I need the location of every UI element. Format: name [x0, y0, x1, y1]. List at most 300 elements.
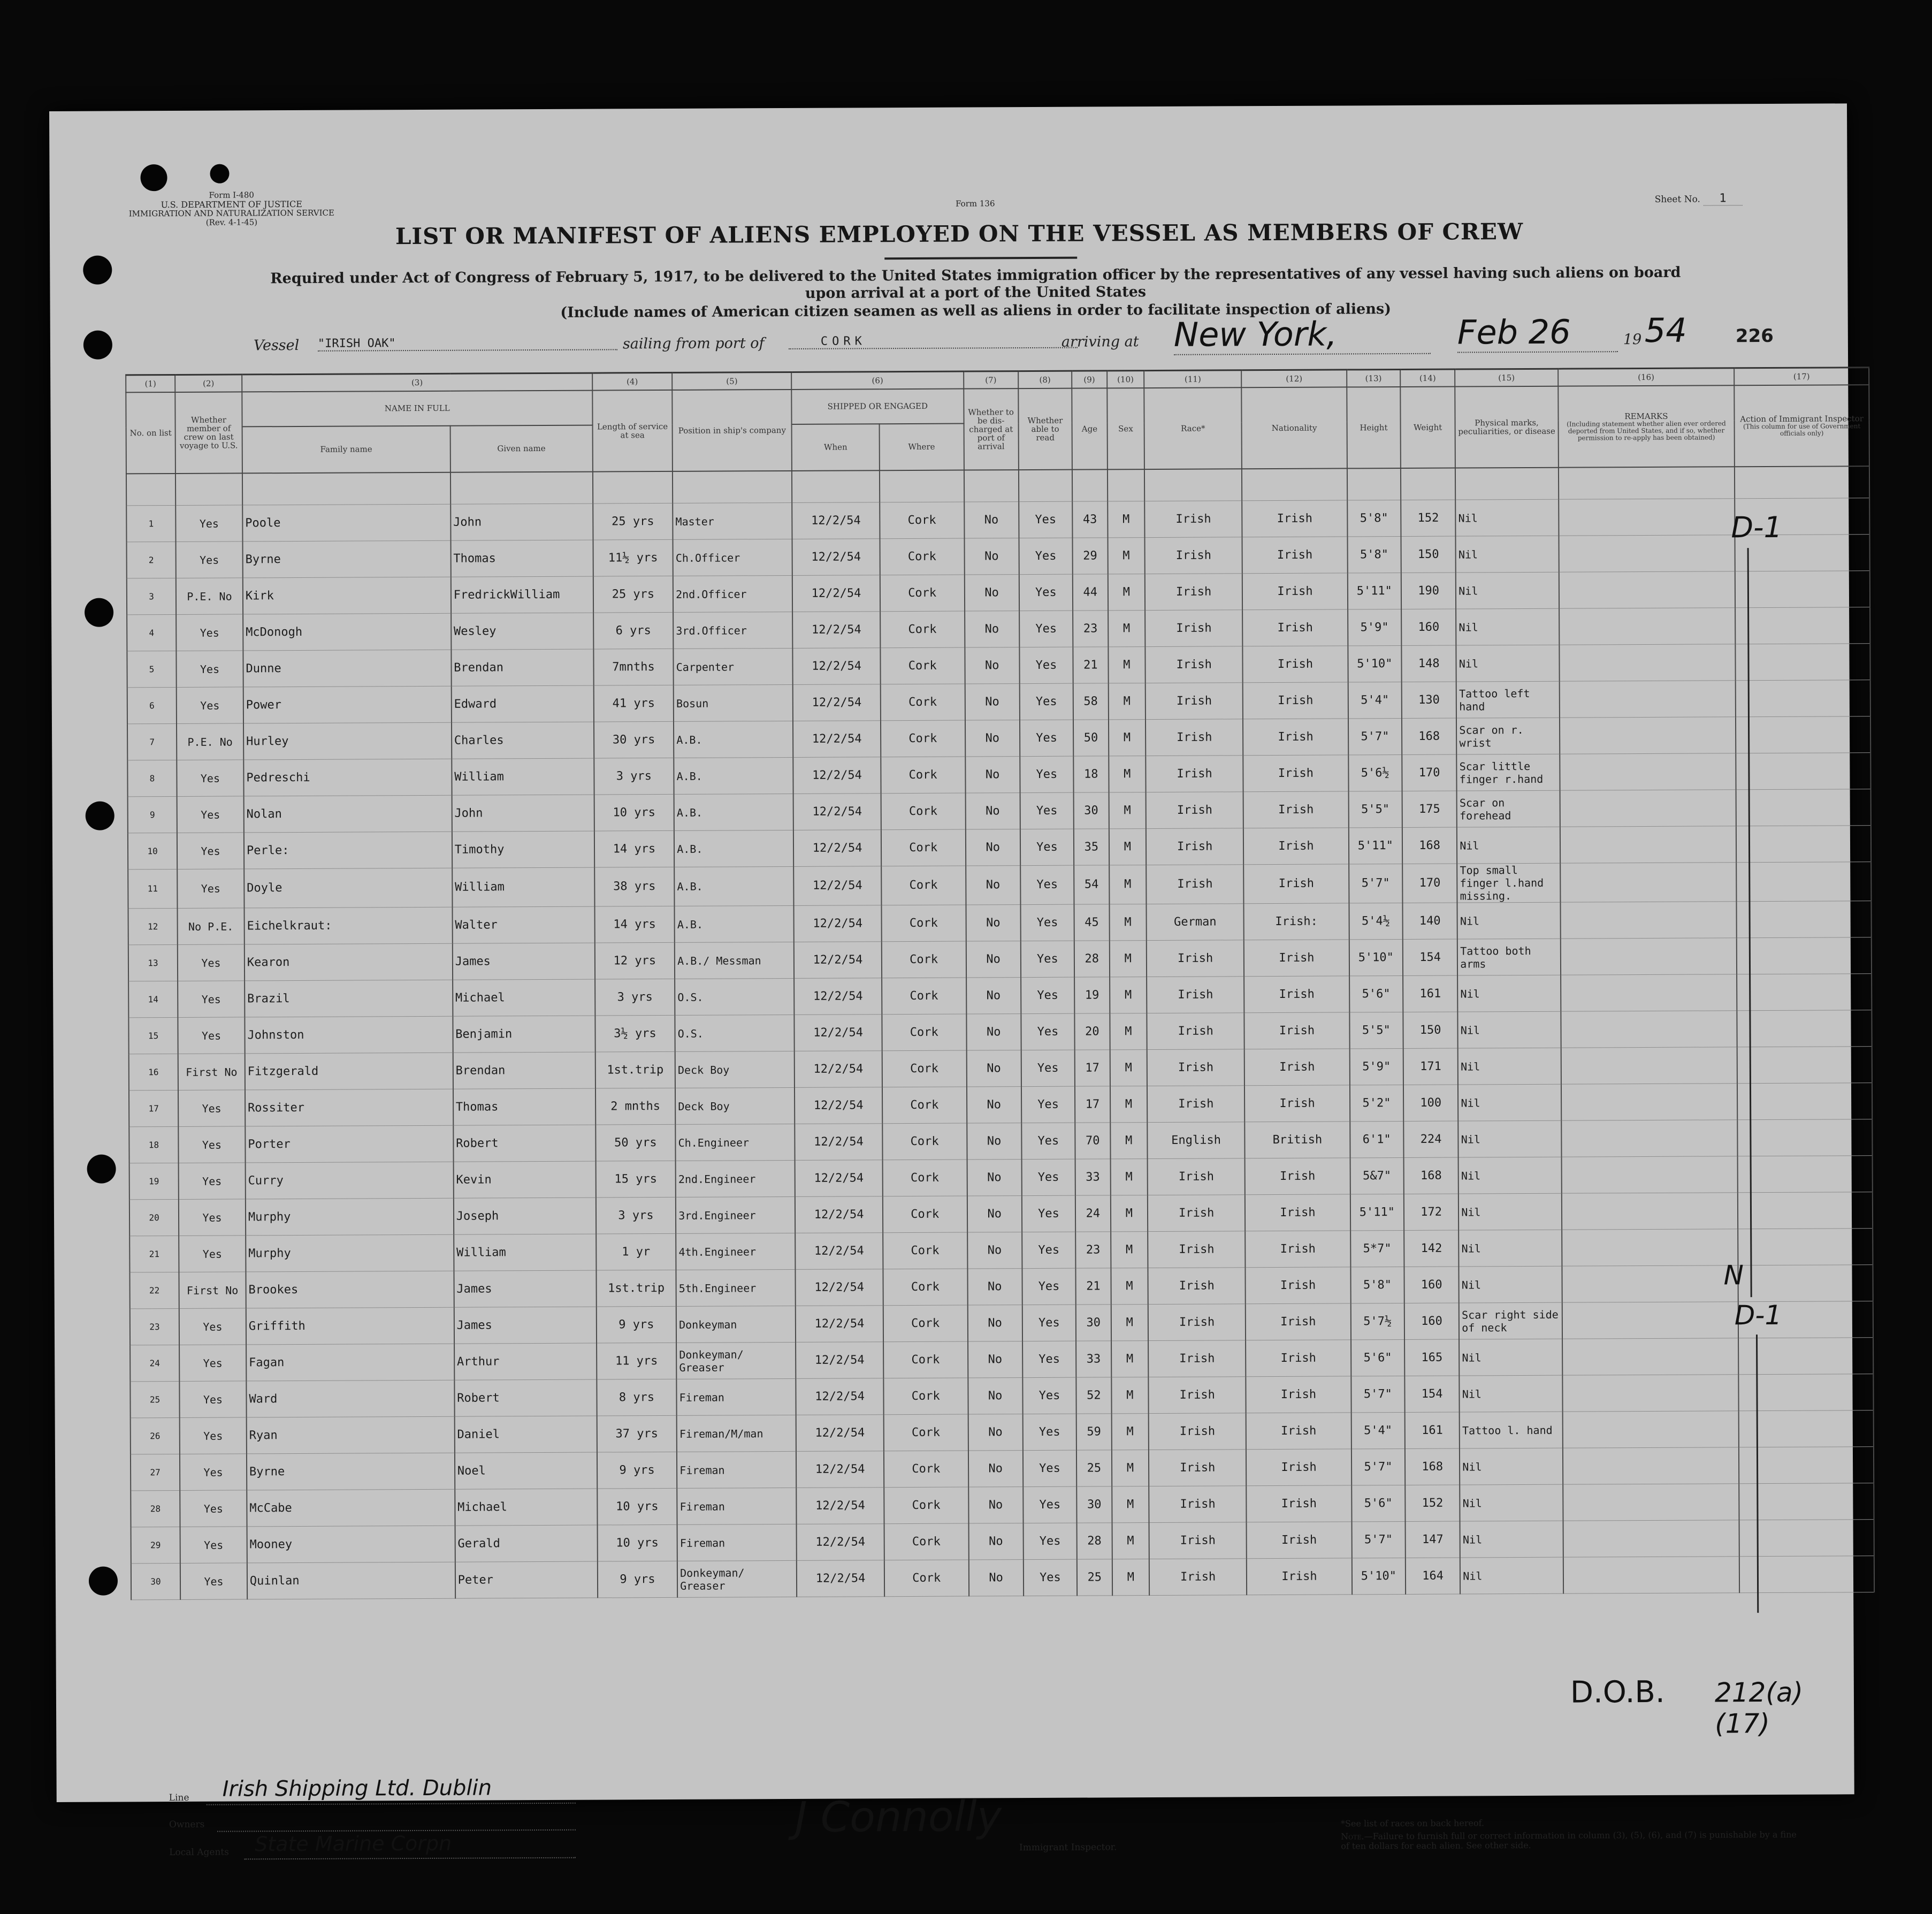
cell-service: 3 yrs — [595, 979, 675, 1016]
cell-remarks — [1561, 1156, 1738, 1193]
header-age: Age — [1072, 388, 1107, 469]
cell-service: 11½ yrs — [593, 539, 673, 576]
cell-member: Yes — [176, 542, 243, 578]
cell-given-name: Peter — [455, 1561, 598, 1598]
fine-note — [1341, 1830, 1801, 1851]
cell-nationality: Irish — [1243, 791, 1349, 828]
cell-member: Yes — [177, 833, 244, 870]
cell-where: Cork — [881, 905, 966, 942]
cell-age: 33 — [1075, 1159, 1111, 1195]
cell-height: 5'5" — [1348, 791, 1402, 827]
cell-when: 12/2/54 — [794, 978, 882, 1015]
note-text: —Failure to furnish full or correct information in column (3), (5), (6), and (7) is punishable by a fine of ten dollars for each alien. See other side. — [1341, 1829, 1797, 1851]
cell-no: 6 — [127, 687, 177, 723]
cell-sex: M — [1110, 1159, 1148, 1195]
cell-nationality: Irish — [1243, 646, 1348, 683]
cell-weight: 100 — [1403, 1085, 1458, 1121]
cell-where: Cork — [883, 1196, 967, 1233]
cell-sex: M — [1109, 865, 1147, 904]
col-num-17: (17) — [1734, 368, 1869, 386]
header-action — [1734, 385, 1869, 467]
cell-discharged: No — [966, 1050, 1021, 1087]
cell-sex: M — [1111, 1268, 1148, 1305]
table-row — [131, 1556, 1874, 1600]
cell-race: English — [1147, 1122, 1244, 1159]
cell-when: 12/2/54 — [793, 830, 881, 867]
year-suffix: 54 — [1644, 310, 1687, 350]
cell-physical: Nil — [1458, 1048, 1561, 1085]
cell-member: Yes — [178, 1017, 245, 1054]
header-able-read: Whether able to read — [1018, 388, 1072, 470]
cell-height: 5'7½ — [1350, 1303, 1404, 1339]
cell-nationality: Irish — [1244, 1012, 1350, 1049]
cell-no: 11 — [128, 869, 177, 908]
cell-discharged: No — [967, 1196, 1022, 1232]
cell-physical: Nil — [1458, 1157, 1562, 1194]
cell-sex: M — [1108, 611, 1146, 647]
cell-nationality: Irish — [1242, 573, 1348, 610]
cell-physical: Nil — [1458, 1193, 1562, 1230]
cell-physical: Scar little finger r.hand — [1457, 754, 1560, 791]
service: IMMIGRATION AND NATURALIZATION SERVICE — [128, 208, 334, 219]
cell-action — [1737, 901, 1872, 938]
cell-position: 2nd.Engineer — [676, 1160, 795, 1197]
punch-hole — [89, 1566, 118, 1595]
cell-action — [1736, 716, 1870, 753]
cell-action — [1738, 1156, 1873, 1193]
cell-where: Cork — [882, 1160, 967, 1196]
cell-read: Yes — [1022, 1377, 1076, 1414]
cell-nationality: Irish — [1246, 1376, 1351, 1413]
cell-race: Irish — [1149, 1522, 1247, 1559]
cell-read: Yes — [1020, 756, 1074, 792]
cell-given-name: Thomas — [450, 540, 593, 577]
cell-remarks — [1561, 1120, 1738, 1157]
cell-read: Yes — [1021, 1159, 1075, 1195]
cell-nationality: British — [1245, 1122, 1350, 1158]
cell-nationality: Irish — [1244, 976, 1349, 1013]
department: U.S. DEPARTMENT OF JUSTICE — [161, 199, 302, 210]
cell-no: 16 — [129, 1054, 178, 1090]
cell-sex: M — [1110, 1123, 1148, 1159]
agents-underline — [244, 1857, 576, 1860]
cell-race: Irish — [1145, 574, 1242, 611]
crew-rows — [126, 466, 1874, 1600]
cell-when: 12/2/54 — [793, 794, 881, 830]
cell-service: 12 yrs — [595, 942, 675, 979]
cell-position: Donkeyman/ Greaser — [677, 1560, 797, 1597]
header-nationality: Nationality — [1242, 387, 1347, 469]
cell-position: Fireman — [677, 1488, 796, 1524]
cell-service: 2 mnths — [595, 1088, 676, 1125]
cell-where: Cork — [882, 1087, 967, 1124]
cell-when: 12/2/54 — [796, 1342, 883, 1379]
cell-given-name: James — [454, 1307, 596, 1344]
cell-member: Yes — [179, 1381, 246, 1418]
cell-physical: Nil — [1458, 1011, 1561, 1048]
cell-when: 12/2/54 — [796, 1415, 884, 1452]
cell-where: Cork — [880, 647, 965, 684]
cell-race: Irish — [1148, 1304, 1246, 1341]
cell-age: 35 — [1074, 829, 1109, 865]
cell-where: Cork — [881, 829, 966, 866]
header-height: Height — [1347, 387, 1401, 468]
cell-action — [1737, 1119, 1872, 1156]
cell-position: A.B./ Messman — [675, 942, 794, 979]
cell-age: 58 — [1073, 683, 1109, 720]
code-annotation: 212(a)(17) — [1714, 1676, 1804, 1740]
cell-position: Ch.Engineer — [675, 1124, 795, 1161]
cell-physical: Nil — [1460, 1484, 1563, 1521]
cell-sex: M — [1111, 1377, 1149, 1414]
cell-when: 12/2/54 — [795, 1160, 883, 1197]
cell-sex: M — [1111, 1414, 1149, 1450]
note-label: Note. — [1341, 1831, 1364, 1842]
cell-family-name: Rossiter — [245, 1089, 453, 1126]
cell-family-name: Doyle — [244, 868, 452, 908]
cell-read: Yes — [1022, 1414, 1076, 1450]
cell-when: 12/2/54 — [793, 866, 881, 906]
cell-age: 33 — [1076, 1341, 1111, 1377]
col-num-11: (11) — [1144, 370, 1241, 388]
cell-age: 44 — [1073, 574, 1108, 611]
cell-service: 1 yr — [596, 1233, 676, 1270]
action-annotation-mid: D-1 — [1734, 1299, 1782, 1331]
cell-when: 12/2/54 — [792, 502, 880, 539]
cell-family-name: Nolan — [243, 795, 452, 833]
cell-position: Fireman — [677, 1378, 796, 1415]
cell-where: Cork — [880, 575, 965, 612]
cell-remarks — [1560, 863, 1737, 902]
cell-remarks — [1563, 1447, 1739, 1484]
cell-position: 3rd.Officer — [673, 612, 792, 649]
cell-family-name: Hurley — [243, 722, 452, 760]
cell-given-name: Michael — [455, 1489, 597, 1526]
cell-no: 28 — [131, 1490, 180, 1527]
cell-given-name: Robert — [453, 1125, 595, 1162]
cell-where: Cork — [880, 538, 964, 575]
cell-position: A.B. — [674, 721, 793, 758]
cell-weight: 150 — [1403, 1012, 1458, 1048]
cell-where: Cork — [883, 1269, 967, 1306]
cell-weight: 164 — [1406, 1558, 1461, 1594]
cell-race: Irish — [1147, 977, 1244, 1013]
cell-position: A.B. — [674, 830, 793, 867]
cell-service: 3 yrs — [594, 758, 674, 795]
cell-member: Yes — [178, 944, 245, 981]
cell-member: Yes — [177, 760, 243, 797]
cell-nationality: Irish — [1245, 1194, 1350, 1231]
cell-discharged: No — [966, 978, 1021, 1014]
cell-no: 20 — [129, 1199, 179, 1236]
cell-height: 5&7" — [1350, 1157, 1404, 1194]
cell-sex: M — [1109, 829, 1146, 865]
cell-family-name: Quinlan — [247, 1562, 455, 1599]
cell-where: Cork — [880, 502, 964, 539]
cell-race: Irish — [1148, 1195, 1245, 1232]
cell-action — [1737, 974, 1872, 1011]
col-num-8: (8) — [1018, 371, 1072, 388]
cell-no: 27 — [131, 1454, 180, 1490]
cell-action — [1737, 937, 1872, 974]
cell-when: 12/2/54 — [795, 1233, 883, 1270]
cell-physical: Nil — [1456, 572, 1559, 609]
form-block — [119, 190, 344, 228]
header-discharged: Whether to be dis-charged at port of arrival — [964, 388, 1019, 470]
cell-family-name: Pedreschi — [243, 759, 452, 796]
cell-given-name: Michael — [453, 979, 595, 1016]
inspector-signature: J Connolly — [795, 1793, 1002, 1842]
cell-member: Yes — [179, 1345, 246, 1382]
arriving-label: arriving at — [1061, 333, 1139, 350]
cell-race: Irish — [1144, 501, 1242, 538]
cell-sex: M — [1108, 647, 1146, 683]
cell-age: 24 — [1075, 1195, 1111, 1232]
cell-where: Cork — [881, 684, 965, 721]
cell-service: 9 yrs — [598, 1561, 678, 1598]
cell-race: Irish — [1149, 1486, 1246, 1523]
cell-family-name: Murphy — [246, 1234, 454, 1272]
cell-service: 10 yrs — [594, 794, 674, 831]
cell-nationality: Irish — [1244, 1085, 1350, 1122]
cell-given-name: FredrickWilliam — [451, 576, 593, 613]
cell-weight: 161 — [1403, 975, 1458, 1012]
cell-member: Yes — [180, 1417, 247, 1454]
cell-family-name: Brookes — [246, 1271, 454, 1308]
cell-read: Yes — [1019, 501, 1073, 538]
cell-physical: Nil — [1459, 1339, 1562, 1376]
header-when: When — [792, 424, 880, 471]
cell-service: 50 yrs — [595, 1124, 676, 1161]
col-num-10: (10) — [1107, 371, 1144, 388]
cell-member: Yes — [176, 614, 243, 651]
cell-service: 10 yrs — [597, 1488, 677, 1525]
cell-family-name: Ryan — [247, 1416, 455, 1454]
col-num-7: (7) — [964, 371, 1018, 389]
cell-member: Yes — [177, 796, 244, 833]
cell-when: 12/2/54 — [795, 1051, 882, 1088]
cell-race: Irish — [1147, 1013, 1244, 1050]
cell-read: Yes — [1020, 720, 1074, 756]
cell-discharged: No — [968, 1523, 1024, 1560]
cell-read: Yes — [1022, 1305, 1076, 1341]
cell-remarks — [1559, 535, 1735, 572]
cell-race: Irish — [1145, 537, 1242, 574]
title-underline — [884, 257, 1077, 260]
cell-sex: M — [1111, 1232, 1148, 1268]
cell-remarks — [1559, 571, 1735, 608]
cell-race: Irish — [1146, 683, 1243, 720]
cell-nationality: Irish — [1245, 1231, 1350, 1268]
col-num-12: (12) — [1241, 370, 1347, 387]
cell-position: Master — [673, 502, 792, 539]
cell-given-name: John — [450, 504, 593, 540]
cell-read: Yes — [1019, 683, 1073, 720]
cell-no: 19 — [129, 1163, 179, 1199]
cell-race: Irish — [1148, 1268, 1246, 1305]
revision: (Rev. 4-1-45) — [205, 217, 258, 227]
cell-nationality: Irish — [1246, 1485, 1351, 1522]
cell-weight: 168 — [1402, 827, 1457, 864]
arriving-port: New York, — [1174, 314, 1431, 355]
cell-height: 5'6" — [1351, 1339, 1405, 1376]
cell-height: 5'8" — [1347, 500, 1401, 536]
cell-where: Cork — [884, 1523, 968, 1560]
cell-action — [1735, 571, 1870, 608]
cell-action — [1739, 1556, 1874, 1593]
cell-height: 5'11" — [1350, 1194, 1404, 1230]
cell-race: Irish — [1146, 646, 1243, 683]
cell-discharged: No — [965, 684, 1020, 720]
cell-when: 12/2/54 — [792, 539, 880, 576]
cell-no: 25 — [130, 1381, 179, 1417]
cell-given-name: William — [454, 1234, 596, 1271]
cell-no: 8 — [127, 760, 177, 796]
cell-member: No P.E. — [178, 908, 245, 945]
cell-age: 25 — [1076, 1450, 1112, 1486]
cell-physical: Nil — [1457, 827, 1560, 864]
cell-service: 9 yrs — [597, 1452, 677, 1489]
cell-physical: Tattoo l. hand — [1460, 1412, 1563, 1448]
cell-read: Yes — [1019, 574, 1073, 611]
cell-nationality: Irish — [1246, 1449, 1351, 1486]
cell-height: 5'9" — [1349, 1048, 1403, 1085]
cell-read: Yes — [1019, 611, 1073, 647]
cell-weight: 150 — [1401, 536, 1456, 573]
col-num-15: (15) — [1455, 369, 1557, 386]
cell-when: 12/2/54 — [792, 575, 880, 612]
sheet-number — [1655, 194, 1794, 204]
stamp-number: 226 — [1735, 325, 1774, 347]
cell-physical: Nil — [1458, 1230, 1562, 1267]
cell-sex: M — [1110, 1050, 1147, 1086]
cell-discharged: No — [966, 1087, 1021, 1123]
agents-value: State Marine Corpn — [255, 1831, 452, 1856]
cell-position: Fireman — [677, 1524, 797, 1561]
cell-service: 25 yrs — [593, 576, 674, 613]
cell-race: Irish — [1146, 756, 1243, 792]
cell-family-name: Byrne — [242, 540, 450, 578]
cell-service: 10 yrs — [597, 1524, 677, 1561]
cell-given-name: Wesley — [451, 613, 593, 650]
cell-age: 29 — [1073, 538, 1108, 574]
cell-no: 26 — [131, 1417, 180, 1454]
cell-nationality: Irish — [1243, 828, 1349, 865]
cell-when: 12/2/54 — [794, 905, 882, 942]
cell-physical: Tattoo both arms — [1457, 939, 1561, 975]
header-physical: Physical marks, peculiarities, or disease — [1455, 386, 1559, 468]
cell-discharged: No — [965, 611, 1020, 647]
cell-service: 1st.trip — [596, 1270, 676, 1307]
cell-service: 38 yrs — [594, 867, 675, 906]
cell-member: Yes — [178, 1090, 245, 1127]
table-row — [128, 862, 1871, 909]
cell-action — [1739, 1410, 1874, 1447]
cell-family-name: Fagan — [246, 1344, 454, 1381]
cell-position: Deck Boy — [675, 1051, 795, 1088]
cell-weight: 171 — [1403, 1048, 1458, 1085]
cell-no: 13 — [128, 944, 178, 981]
cell-race: Irish — [1148, 1377, 1246, 1414]
cell-race: Irish — [1146, 865, 1243, 904]
cell-weight: 142 — [1404, 1230, 1459, 1267]
cell-position: Carpenter — [674, 648, 793, 685]
cell-discharged: No — [967, 1160, 1022, 1196]
cell-physical: Nil — [1457, 975, 1561, 1012]
cell-remarks — [1562, 1265, 1738, 1302]
cell-read: Yes — [1022, 1195, 1076, 1232]
cell-age: 70 — [1075, 1123, 1110, 1159]
cell-service: 37 yrs — [597, 1415, 677, 1452]
cell-when: 12/2/54 — [796, 1488, 884, 1524]
cell-age: 54 — [1074, 865, 1109, 904]
header-weight: Weight — [1400, 387, 1455, 468]
cell-family-name: Brazil — [245, 980, 453, 1017]
cell-discharged: No — [964, 502, 1019, 538]
cell-weight: 170 — [1402, 754, 1457, 791]
cell-position: Fireman/M/man — [677, 1415, 796, 1452]
cell-action — [1736, 680, 1870, 717]
cell-sex: M — [1109, 756, 1146, 792]
cell-read: Yes — [1020, 792, 1074, 829]
cell-age: 28 — [1077, 1523, 1112, 1559]
cell-position: Deck Boy — [675, 1087, 795, 1124]
cell-family-name: Poole — [242, 504, 450, 542]
form-number: Form I-480 — [209, 190, 254, 200]
cell-service: 9 yrs — [597, 1306, 677, 1343]
cell-physical: Top small finger l.hand missing. — [1457, 863, 1560, 903]
cell-sex: M — [1109, 792, 1146, 829]
cell-remarks — [1560, 902, 1737, 939]
cell-nationality: Irish — [1247, 1558, 1352, 1595]
cell-physical: Nil — [1458, 1120, 1562, 1157]
cell-member: Yes — [177, 869, 244, 909]
cell-discharged: No — [968, 1560, 1024, 1596]
cell-remarks — [1561, 1011, 1737, 1048]
cell-where: Cork — [884, 1560, 969, 1597]
cell-service: 14 yrs — [594, 830, 675, 867]
cell-remarks — [1562, 1193, 1738, 1230]
cell-remarks — [1560, 826, 1737, 863]
cell-no: 1 — [126, 505, 175, 542]
cell-given-name: Robert — [454, 1379, 597, 1416]
cell-given-name: Benjamin — [453, 1016, 595, 1053]
cell-height: 5*7" — [1350, 1230, 1404, 1267]
action-title: Action of Immigrant Inspector — [1740, 414, 1864, 424]
cell-weight: 175 — [1402, 791, 1457, 827]
cell-weight: 147 — [1406, 1521, 1461, 1558]
cell-nationality: Irish — [1246, 1303, 1351, 1340]
cell-age: 25 — [1077, 1559, 1112, 1596]
cell-read: Yes — [1022, 1341, 1076, 1377]
action-annotation-top: D-1 — [1731, 510, 1782, 545]
cell-age: 59 — [1076, 1414, 1112, 1450]
cell-remarks — [1562, 1229, 1738, 1266]
cell-age: 20 — [1074, 1013, 1110, 1050]
cell-remarks — [1561, 974, 1737, 1011]
line-underline — [207, 1803, 576, 1805]
cell-no: 30 — [131, 1563, 180, 1599]
cell-weight: 165 — [1404, 1339, 1460, 1376]
cell-weight: 130 — [1402, 682, 1457, 718]
cell-read: Yes — [1023, 1523, 1077, 1559]
cell-height: 5'6" — [1349, 975, 1403, 1012]
cell-physical: Nil — [1460, 1557, 1563, 1594]
cell-race: Irish — [1147, 940, 1244, 977]
cell-member: Yes — [177, 687, 243, 724]
cell-race: Irish — [1146, 792, 1243, 829]
cell-physical: Nil — [1460, 1448, 1563, 1485]
